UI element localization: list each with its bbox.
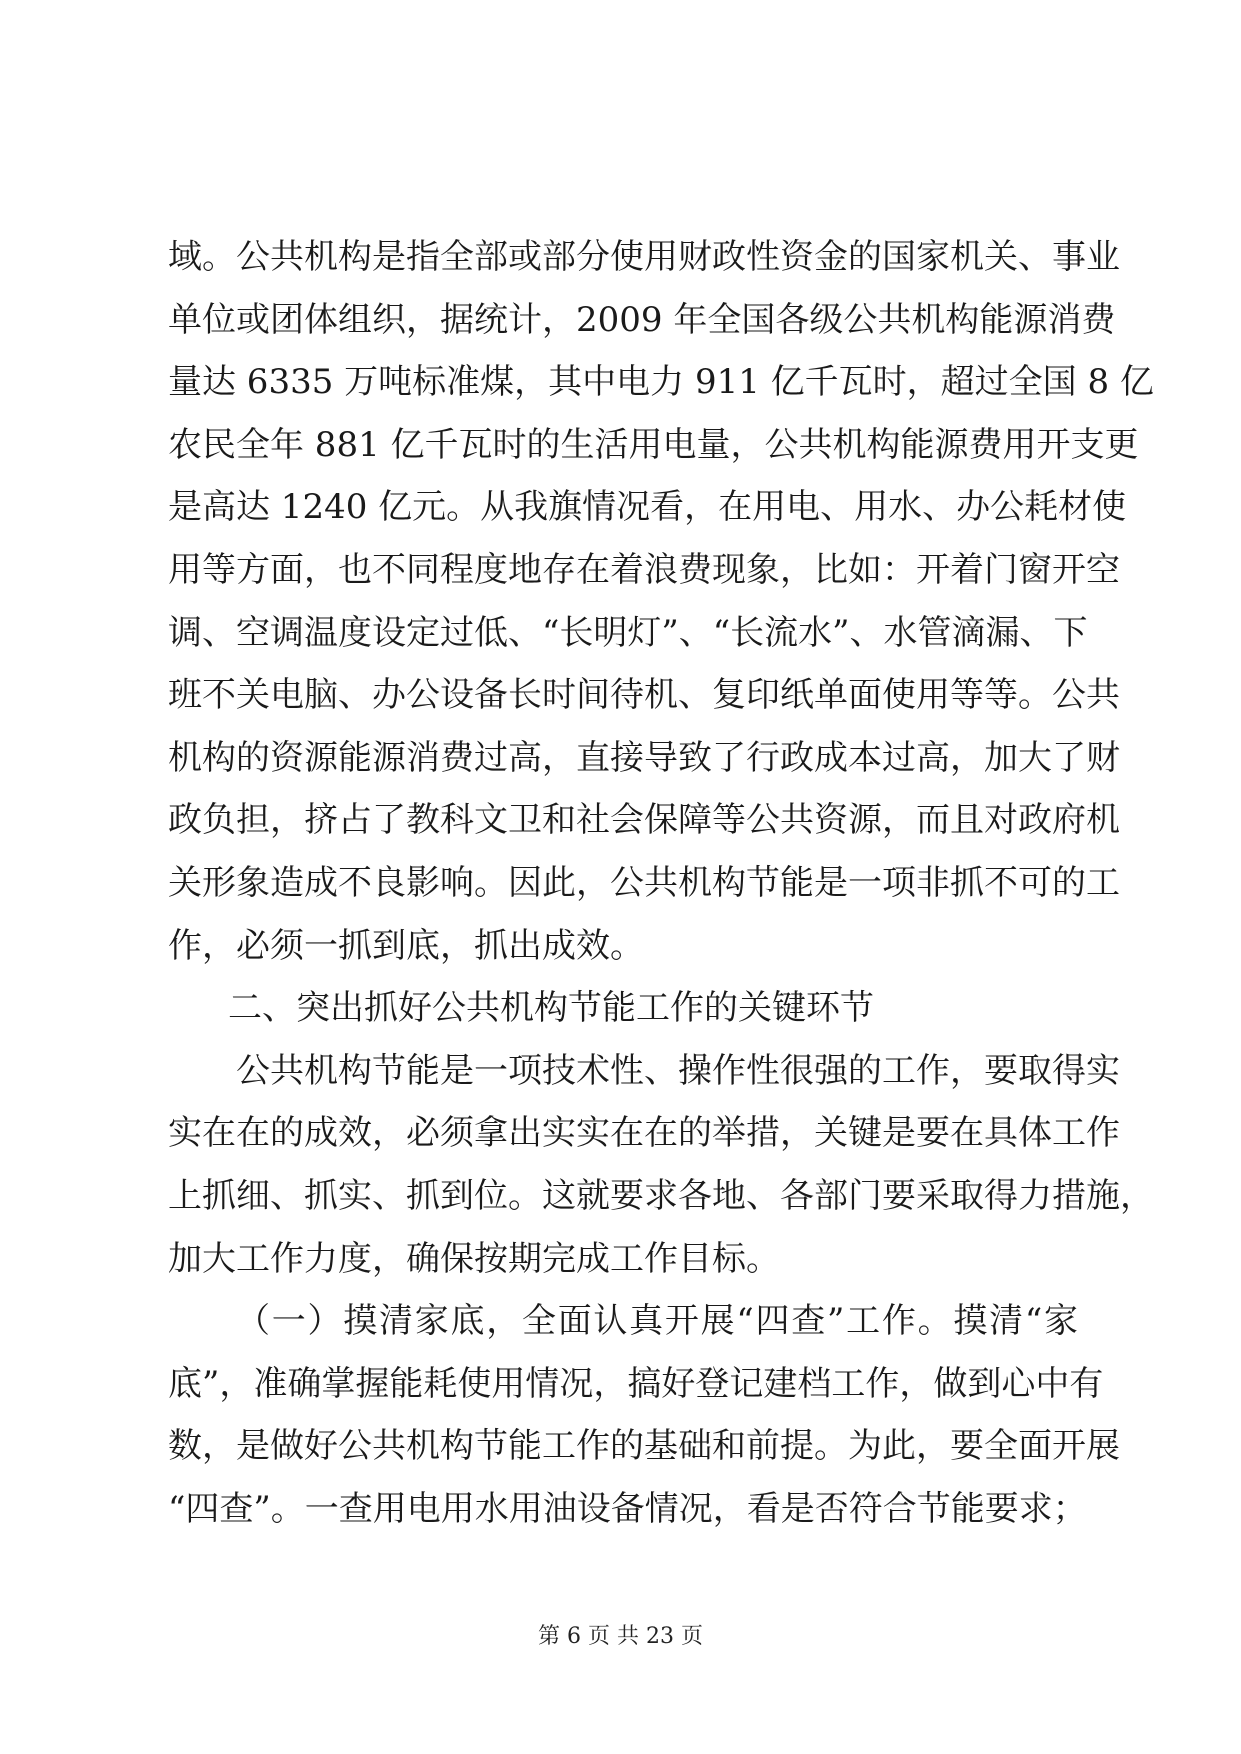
text-line: 上抓细、抓实、抓到位。这就要求各地、各部门要采取得力措施， [168,1175,1154,1216]
text-line: 是高达 1240 亿元。从我旗情况看，在用电、用水、办公耗材使 [168,487,1127,528]
text-line: 机构的资源能源消费过高，直接导致了行政成本过高，加大了财 [168,737,1120,778]
subsection-line: （一）摸清家底，全面认真开展“四查”工作。摸清“家 [236,1301,1078,1342]
text-line: 单位或团体组织，据统计，2009 年全国各级公共机构能源消费 [168,299,1116,340]
text-line: 作，必须一抓到底，抓出成效。 [168,925,644,966]
text-line: 底”，准确掌握能耗使用情况，搞好登记建档工作，做到心中有 [168,1363,1104,1404]
text-line: 实在在的成效，必须拿出实实在在的举措，关键是要在具体工作 [168,1113,1120,1154]
text-line: 域。公共机构是指全部或部分使用财政性资金的国家机关、事业 [168,237,1120,277]
text-line: 政负担，挤占了教科文卫和社会保障等公共资源，而且对政府机 [168,800,1120,841]
text-line: 关形象造成不良影响。因此，公共机构节能是一项非抓不可的工 [168,862,1120,903]
text-line: 调、空调温度设定过低、“长明灯”、“长流水”、水管滴漏、下 [168,612,1088,653]
text-line: 农民全年 881 亿千瓦时的生活用电量，公共机构能源费用开支更 [168,424,1139,465]
text-line: 班不关电脑、办公设备长时间待机、复印纸单面使用等等。公共 [168,675,1120,716]
section-heading: 二、突出抓好公共机构节能工作的关键环节 [228,988,874,1029]
page-footer: 第 6 页 共 23 页 [538,1624,703,1649]
body-text [168,226,1154,1540]
text-line: “四查”。一查用电用水用油设备情况，看是否符合节能要求； [168,1488,1087,1529]
text-line: 量达 6335 万吨标准煤，其中电力 911 亿千瓦时，超过全国 8 亿 [168,362,1154,403]
text-line: 数，是做好公共机构节能工作的基础和前提。为此，要全面开展 [168,1426,1120,1467]
text-line: 加大工作力度，确保按期完成工作目标。 [168,1238,780,1279]
text-line: 公共机构节能是一项技术性、操作性很强的工作，要取得实 [236,1050,1120,1091]
text-line: 用等方面，也不同程度地存在着浪费现象，比如：开着门窗开空 [168,549,1120,590]
